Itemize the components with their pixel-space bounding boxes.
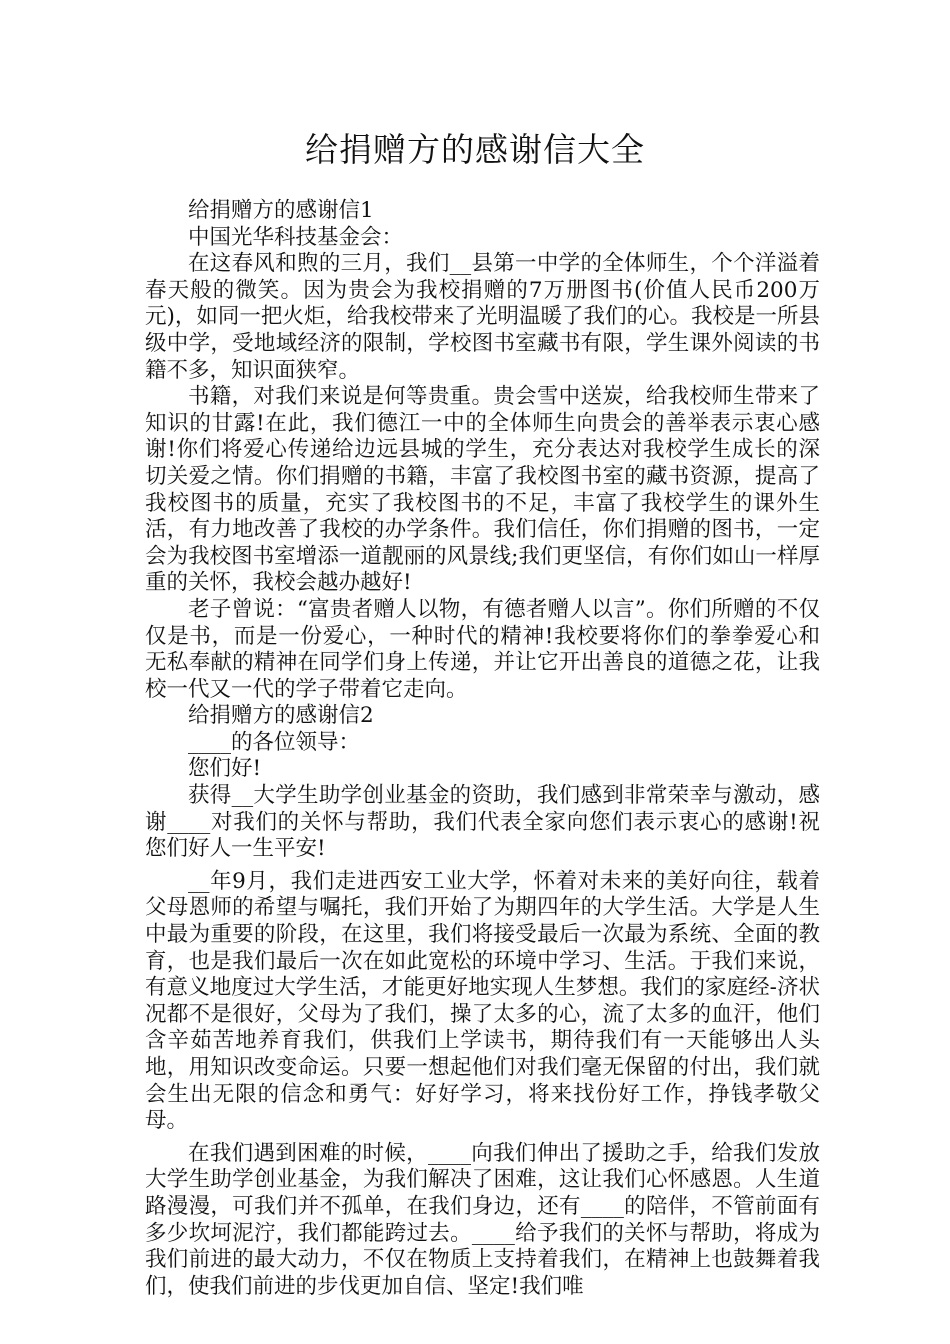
section-heading-letter-1: 给捐赠方的感谢信1 bbox=[188, 198, 374, 223]
body-paragraph: 获得__大学生助学创业基金的资助，我们感到非常荣幸与激动，感谢____对我们的关怀与帮助，我们代表全家向您们表示衷心的感谢!祝您们好人一生平安! bbox=[145, 783, 820, 862]
section-heading-letter-2: 给捐赠方的感谢信2 bbox=[188, 703, 374, 729]
salutation-2: ____的各位领导： bbox=[188, 729, 361, 755]
body-paragraph: __年9月，我们走进西安工业大学，怀着对未来的美好向往，载着父母恩师的希望与嘱托，我们开始了为期四年的大学生活。大学是人生中最为重要的阶段，在这里，我们将接受最后一次最为系统、全面的教育，也是我们最后一次在如此宽松的环境中学习、生活。于我们来说，有意义地度过大学生活，才能更好地实现人生梦想。我们的家庭经-济状况都不是很好，父母为了我们，操了太多的心，流了太多的血汗，他们含辛茹苦地养育我们，供我们上学读书，期待我们有一天能够出人头地，用知识改变命运。只要一想起他们对我们毫无保留的付出，我们就会生出无限的信念和勇气：好好学习，将来找份好工作，挣钱孝敬父母。 bbox=[145, 868, 820, 1134]
salutation-1: 中国光华科技基金会： bbox=[188, 224, 404, 250]
document-body bbox=[145, 198, 820, 1300]
body-paragraph: 老子曾说：“富贵者赠人以物，有德者赠人以言”。你们所赠的不仅仅是书，而是一份爱心，一种时代的精神!我校要将你们的拳拳爱心和无私奉献的精神在同学们身上传递，并让它开出善良的道德之花，让我校一代又一代的学子带着它走向。 bbox=[145, 596, 820, 702]
body-paragraph: 书籍，对我们来说是何等贵重。贵会雪中送炭，给我校师生带来了知识的甘露!在此，我们德江一中的全体师生向贵会的善举表示衷心感谢!你们将爱心传递给边远县城的学生，充分表达对我校学生成长的深切关爱之情。你们捐赠的书籍，丰富了我校图书室的藏书资源，提高了我校图书的质量，充实了我校图书的不足，丰富了我校学生的课外生活，有力地改善了我校的办学条件。我们信任，你们捐赠的图书，一定会为我校图书室增添一道靓丽的风景线;我们更坚信，有你们如山一样厚重的关怀，我校会越办越好! bbox=[145, 384, 820, 596]
body-paragraph: 在我们遇到困难的时候，____向我们伸出了援助之手，给我们发放大学生助学创业基金，为我们解决了困难，这让我们心怀感恩。人生道路漫漫，可我们并不孤单，在我们身边，还有____的陪伴，不管前面有多少坎坷泥泞，我们都能跨过去。____给予我们的关怀与帮助，将成为我们前进的最大动力，不仅在物质上支持着我们，在精神上也鼓舞着我们，使我们前进的步伐更加自信、坚定!我们唯 bbox=[145, 1140, 820, 1299]
greeting: 您们好! bbox=[188, 756, 262, 782]
body-paragraph: 在这春风和煦的三月，我们__县第一中学的全体师生，个个洋溢着春天般的微笑。因为贵会为我校捐赠的7万册图书(价值人民币200万元)，如同一把火炬，给我校带来了光明温暖了我们的心。我校是一所县级中学，受地域经济的限制，学校图书室藏书有限，学生课外阅读的书籍不多，知识面狭窄。 bbox=[145, 251, 820, 383]
document-title: 给捐赠方的感谢信大全 bbox=[305, 130, 645, 169]
